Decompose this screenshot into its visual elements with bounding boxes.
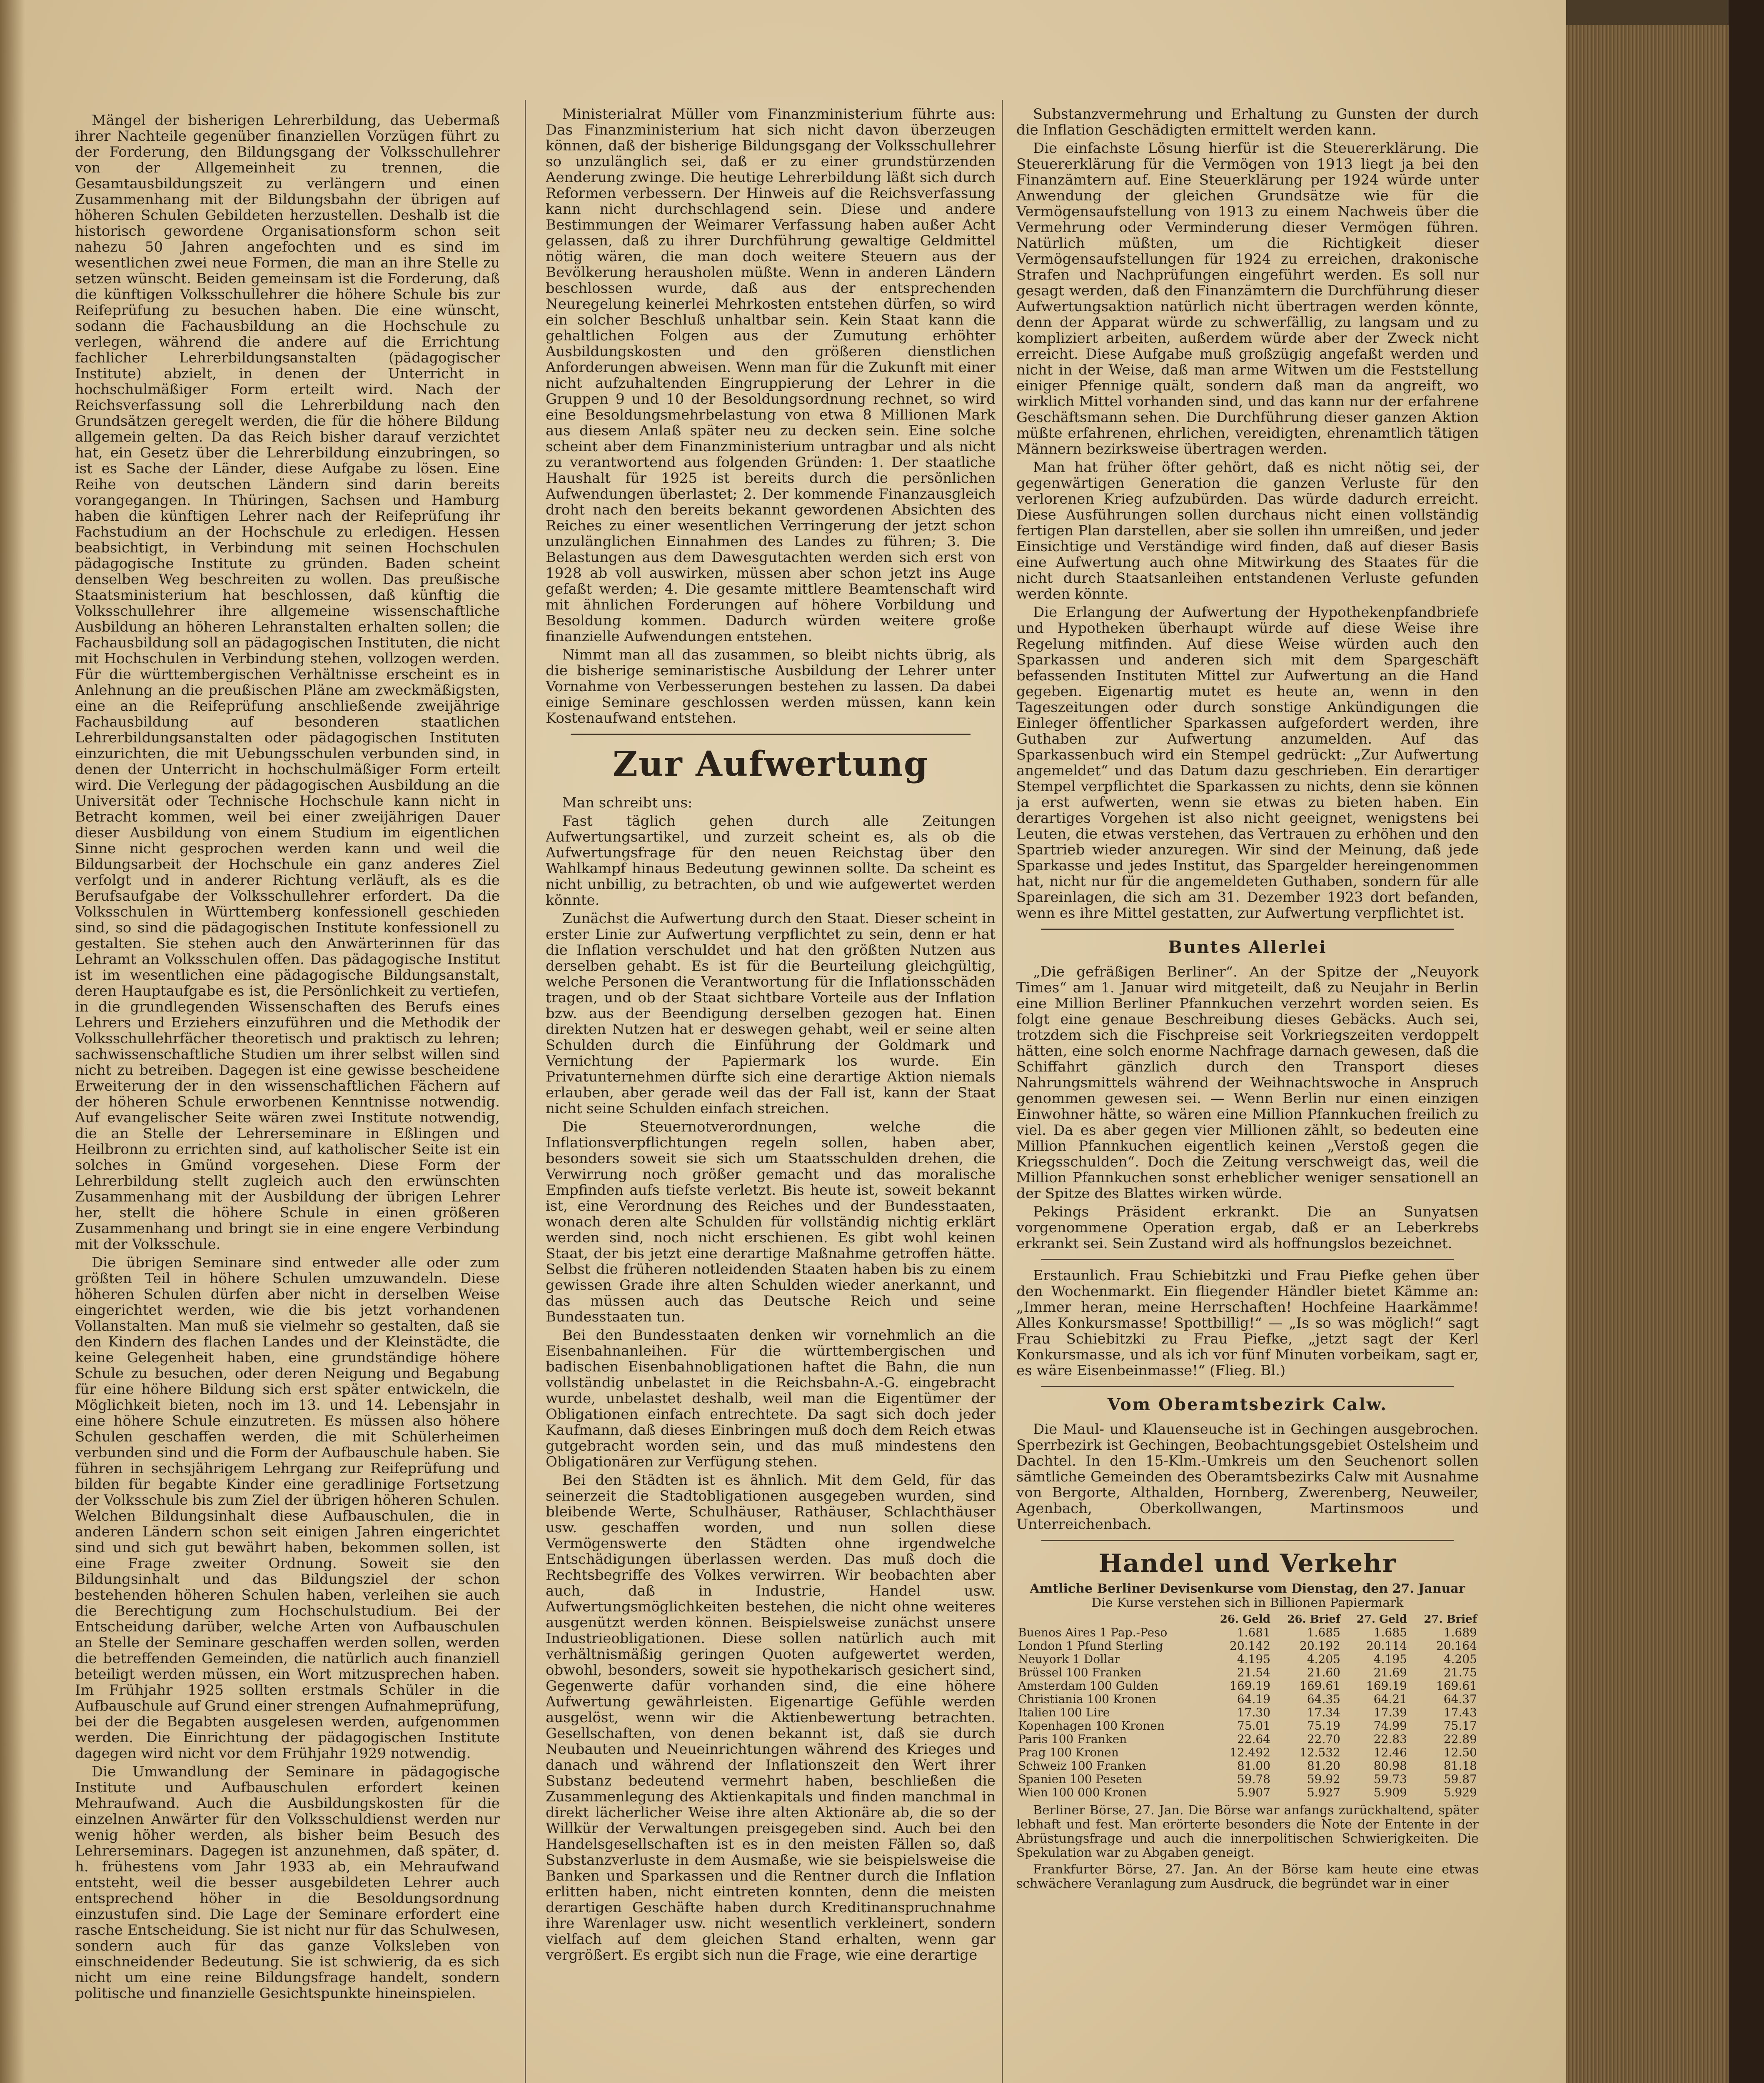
fx-rate-cell: 22.89 [1443, 1732, 1477, 1746]
fx-rate-cell: 59.87 [1443, 1772, 1477, 1786]
fx-currency-cell: Amsterdam 100 Gulden [1018, 1679, 1158, 1693]
fx-rate-cell: 4.195 [1373, 1652, 1407, 1666]
paragraph: Die Erlangung der Aufwertung der Hypothekenpfandbriefe und Hypotheken überhaupt würde auf diese Weise ihre Regelung mitfinden. Auf diese Weise würden auch den Sparkassen und anderen sich mit dem Spargeschäft befassenden Instituten Mittel zur Aufwertung an die Hand gegeben. Eigenartig mutet es heute an, wenn in den Tageszeitungen oder durch sonstige Ankündigungen die Einleger öffentlicher Sparkassen aufgefordert werden, ihre Guthaben zur Aufwertung anzumelden. Auf das Sparkassenbuch wird ein Stempel gedrückt: „Zur Aufwertung angemeldet“ und das Datum dazu geschrieben. Ein derartiger Stempel verpflichtet die Sparkassen zu nichts, denn sie können ja erst aufwerten, wenn sie etwas zu bieten haben. Ein derartiges Vorgehen ist also nicht geeignet, wenigstens bei Leuten, die etwas verstehen, das Vertrauen zu erhöhen und den Spartrieb wieder anzuregen. Wir sind der Meinung, daß jede Sparkasse und jedes Institut, das Spargelder hereingenommen hat, nicht nur für die angemeldeten Guthaben, sondern für alle Spareinlagen, die sich am 31. Dezember 1923 dort befanden, wenn es ihre Mittel gestatten, zur Aufwertung verpflichtet ist. [1016, 604, 1479, 922]
section-divider [1041, 929, 1454, 930]
fx-rate-cell: 12.532 [1300, 1746, 1340, 1759]
fx-rate-cell: 5.907 [1237, 1786, 1271, 1799]
fx-rate-cell: 75.01 [1237, 1719, 1271, 1733]
fx-rate-cell: 64.21 [1373, 1692, 1407, 1706]
fx-header-cell: 26. Brief [1287, 1613, 1340, 1626]
fx-table-subtitle: Die Kurse verstehen sich in Billionen Papiermark [1091, 1596, 1404, 1610]
column-aufwertung [546, 106, 996, 2083]
fx-header-cell: 27. Brief [1424, 1613, 1477, 1626]
fx-rate-cell: 74.99 [1373, 1719, 1407, 1733]
fx-rate-cell: 21.54 [1237, 1666, 1271, 1679]
section-divider [571, 734, 971, 735]
fx-table-title: Amtliche Berliner Devisenkurse vom Dienstag, den 27. Januar [1030, 1581, 1465, 1596]
fx-rate-cell: 1.685 [1307, 1626, 1340, 1639]
fx-rate-cell: 75.17 [1443, 1719, 1477, 1733]
paragraph: Die übrigen Seminare sind entweder alle oder zum größten Teil in höhere Schulen umzuwandeln. Diese höheren Schulen dürfen aber nicht in derselben Weise eingerichtet werden, wie die bis jetzt vorhandenen Vollanstalten. Man muß sie vielmehr so gestalten, daß sie den Kindern des flachen Landes und der Kleinstädte, die keine Gelegenheit haben, eine grundständige höhere Schule zu besuchen, oder deren Neigung und Begabung für eine höhere Bildung sich erst später entwickeln, die Möglichkeit bieten, noch im 13. und 14. Lebensjahr in eine höhere Schule einzutreten. Es müssen also höhere Schulen geschaffen werden, die mit Schülerheimen verbunden sind und die Form der Aufbauschule haben. Sie führen in sechsjährigem Lehrgang zur Reifeprüfung und bilden für begabte Kinder eine geradlinige Fortsetzung der Volksschule bis zum Ziel der übrigen höheren Schulen. Welchen Bildungsinhalt diese Aufbauschulen, die in anderen Ländern schon seit einigen Jahren eingerichtet sind und sich gut bewährt haben, bekommen sollen, ist eine Frage zweiter Ordnung. Soweit sie den Bildungsinhalt und das Bildungsziel der schon bestehenden höheren Schulen haben, verleihen sie auch die Berechtigung zum Hochschulstudium. Bei der Entscheidung darüber, welche Arten von Aufbauschulen an Stelle der Seminare geschaffen werden sollen, werden die betreffenden Gemeinden, die natürlich auch finanziell beteiligt werden müssen, ein Wort mitzusprechen haben. Im Frühjahr 1925 sollten erstmals Schüler in die Aufbauschule auf Grund einer strengen Aufnahmeprüfung, bei der die Begabten ausgelesen werden, aufgenommen werden. Die Einrichtung der pädagogischen Institute dagegen wird nicht vor dem Frühjahr 1929 notwendig. [75, 1254, 500, 1762]
fx-currency-cell: London 1 Pfund Sterling [1018, 1639, 1163, 1653]
fx-row [1016, 1786, 1479, 1799]
fx-currency-cell: Italien 100 Lire [1018, 1706, 1110, 1719]
fx-row [1016, 1653, 1479, 1666]
fx-row [1016, 1693, 1479, 1706]
section-divider [1041, 1540, 1454, 1541]
fx-row [1016, 1746, 1479, 1759]
column-lehrerbildung [75, 112, 500, 2083]
fx-rate-cell: 169.19 [1230, 1679, 1271, 1693]
fx-currency-cell: Brüssel 100 Franken [1018, 1666, 1142, 1679]
paragraph: Substanzvermehrung und Erhaltung zu Gunsten der durch die Inflation Geschädigten ermittelt werden kann. [1016, 106, 1479, 138]
fx-rate-cell: 12.50 [1443, 1746, 1477, 1759]
fx-rate-cell: 169.61 [1300, 1679, 1340, 1693]
fx-currency-cell: Wien 100 000 Kronen [1018, 1786, 1147, 1799]
paragraph: Bei den Städten ist es ähnlich. Mit dem Geld, für das seinerzeit die Stadtobligationen ausgegeben wurden, sind bleibende Werte, Schulhäuser, Rathäuser, Schlachthäuser usw. geschaffen worden, und nun sollen diese Vermögenswerte den Städten ohne irgendwelche Entschädigungen überlassen werden. Das muß doch die Rechtsbegriffe des Volkes verwirren. Wir beobachten aber auch, daß in Industrie, Handel usw. Aufwertungsmöglichkeiten bestehen, die nicht ohne weiteres ausgenützt werden können. Beispielsweise zunächst unsere Industrieobligationen. Diese sollen natürlich auch mit verhältnismäßig geringen Quoten aufgewertet werden, obwohl, besonders, soweit sie hypothekarisch gesichert sind, Gegenwerte dafür vorhanden sind, die eine höhere Aufwertung gewährleisten. Eigenartige Gefühle werden ausgelöst, wenn wir die Aktienbewertung betrachten. Gesellschaften, von denen bekannt ist, daß sie durch Neubauten und Neueinrichtungen während des Krieges und danach und während der Inflationszeit den Wert ihrer Substanz bedeutend vermehrt haben, beschließen die Zusammenlegung des Aktienkapitals und finden manchmal in direkt lächerlicher Weise ihre alten Aktionäre ab, die so der Willkür der Verwaltungen preisgegeben sind. Auch bei den Handelsgesellschaften ist es in den meisten Fällen so, daß Substanzverluste in dem Ausmaße, wie sie beispielsweise die Banken und Sparkassen und die Rentner durch die Inflation erlitten haben, nicht eintreten konnten, denn die meisten derartigen Geschäfte haben durch Kreditinanspruchnahme ihre Warenlager usw. nicht wesentlich verkleinert, sondern vielfach auf dem gleichen Stand erhalten, wenn gar vergrößert. Es ergibt sich nun die Frage, wie eine derartige [546, 1472, 996, 1963]
column-misc [1016, 106, 1479, 2083]
fx-rate-cell: 4.195 [1237, 1652, 1271, 1666]
fx-rate-cell: 17.34 [1307, 1706, 1340, 1719]
fx-rate-cell: 81.00 [1237, 1759, 1271, 1773]
fx-rate-cell: 20.192 [1300, 1639, 1340, 1653]
paragraph: Die Umwandlung der Seminare in pädagogische Institute und Aufbauschulen erfordert keinen Mehraufwand. Auch die Ausbildungskosten für die einzelnen Anwärter für den Volksschuldienst werden nur wenig höher werden, als bisher beim Besuch des Lehrerseminars. Dagegen ist anzunehmen, daß später, d. h. frühestens vom Jahr 1933 ab, ein Mehraufwand entsteht, weil die besser ausgebildeten Lehrer auch entsprechend höher in die Besoldungsordnung einzustufen sind. Die Lage der Seminare erfordert eine rasche Entscheidung. Sie ist nicht nur für das Schulwesen, sondern auch für das ganze Volksleben von einschneidender Bedeutung. Sie ist schwierig, da es sich nicht um eine reine Bildungsfrage handelt, sondern politische und finanzielle Gesichtspunkte hineinspielen. [75, 1763, 500, 2002]
section-heading-handel: Handel und Verkehr [1098, 1549, 1397, 1578]
fx-rate-cell: 17.30 [1237, 1706, 1271, 1719]
fx-header-cell: 26. Geld [1220, 1613, 1271, 1626]
paragraph: „Die gefräßigen Berliner“. An der Spitze der „Neuyork Times“ am 1. Januar wird mitgeteilt, daß zu Neujahr in Berlin eine Million Berliner Pfannkuchen verzehrt worden seien. Es folgt eine genaue Beschreibung dieses Gebäcks. Auch sei, trotzdem sich die Fischpreise seit Vorkriegszeiten verdoppelt hätten, eine solch enorme Nachfrage darnach gewesen, daß die Schiffahrt gänzlich durch den Transport dieses Nahrungsmittels während der Weihnachtswoche in Anspruch genommen gewesen sei. — Wenn Berlin nur einen einzigen Einwohner hätte, so wären eine Million Pfannkuchen freilich zu viel. Da es aber gegen vier Millionen zählt, so bedeuten eine Million Pfannkuchen eigentlich keinen „Verstoß gegen die Kriegsschulden“. Doch die Zeitung verschweigt das, weil die Million Pfannkuchen sonst erheblicher weniger sensationell an der Spitze des Blattes wirken würde. [1016, 964, 1479, 1202]
fx-header-cell [1016, 1613, 1205, 1626]
byline: Man schreibt uns: [562, 794, 693, 811]
fx-rate-cell: 81.20 [1307, 1759, 1340, 1773]
fx-rate-cell: 21.60 [1307, 1666, 1340, 1679]
fx-header-cell: 27. Geld [1356, 1613, 1407, 1626]
paragraph: Fast täglich gehen durch alle Zeitungen Aufwertungsartikel, und zurzeit scheint es, als ob die Aufwertungsfrage für den neuen Reichstag über den Wahlkampf hinaus Bedeutung gewinnen sollte. Da scheint es nicht unbillig, zu betrachten, ob und wie aufgewertet werden könnte. [546, 813, 996, 909]
binding-shadow [0, 0, 25, 2083]
fx-currency-cell: Paris 100 Franken [1018, 1732, 1127, 1746]
fx-rate-cell: 22.64 [1237, 1732, 1271, 1746]
column-rule-2 [1002, 100, 1003, 2083]
fx-rate-cell: 20.114 [1366, 1639, 1407, 1653]
fx-rate-cell: 20.164 [1436, 1639, 1477, 1653]
fx-currency-cell: Schweiz 100 Franken [1018, 1759, 1146, 1773]
fx-rate-cell: 17.39 [1373, 1706, 1407, 1719]
paragraph: Bei den Bundesstaaten denken wir vornehmlich an die Eisenbahnanleihen. Für die württembergischen und badischen Eisenbahnobligationen haftet die Bahn, die nun vollständig unbelastet in die Reichsbahn-A.-G. eingebracht wurde, unbelastet deshalb, weil man die Eigentümer der Obligationen einfach entrechtete. Da sagt sich doch jeder Kaufmann, daß dieses Einbringen muß doch dem Reich etwas gutgebracht worden sein, und das muß mindestens den Obligationären zur Verfügung stehen. [546, 1327, 996, 1470]
fx-rate-cell: 59.78 [1237, 1772, 1271, 1786]
fx-currency-cell: Kopenhagen 100 Kronen [1018, 1719, 1165, 1733]
paragraph: Nimmt man all das zusammen, so bleibt nichts übrig, als die bisherige seminaristische Ausbildung der Lehrer unter Vornahme von Verbesserungen bestehen zu lassen. Da dabei einige Seminare geschlossen werden müssen, kann kein Kostenaufwand entstehen. [546, 647, 996, 727]
paragraph: Die einfachste Lösung hierfür ist die Steuererklärung. Die Steuererklärung für die Vermögen von 1913 liegt ja bei den Finanzämtern auf. Eine Steuerklärung per 1924 würde unter Anwendung der gleichen Grundsätze wie für die Vermögensaufstellung von 1913 zu einem Nachweis über die Vermehrung oder Verminderung dieser Vermögen führen. Natürlich müßten, um die Richtigkeit dieser Vermögensaufstellungen für 1924 zu erreichen, drakonische Strafen und Nachprüfungen eingeführt werden. Es soll nur gesagt werden, daß den Finanzämtern die Durchführung dieser Aufwertungsaktion natürlich nicht übertragen werden könnte, denn der Apparat würde zu schwerfällig, zu langsam und zu kompliziert arbeiten, außerdem würde aber der Zweck nicht erreicht. Diese Aufgabe muß großzügig angefaßt werden und nicht in der Weise, daß man arme Witwen um die Feststellung einiger Pfennige quält, sondern daß man da angreift, wo wirklich Mittel vorhanden sind, und das kann nur der erfahrene Geschäftsmann sehen. Die Durchführung dieser ganzen Aktion müßte erfahrenen, ehrlichen, vereidigten, ehrenamtlich tätigen Männern bezirksweise übertragen werden. [1016, 140, 1479, 457]
fx-currency-cell: Spanien 100 Peseten [1018, 1772, 1142, 1786]
paragraph: Erstaunlich. Frau Schiebitzki und Frau Piefke gehen über den Wochenmarkt. Ein fliegender Händler bietet Kämme an: „Immer heran, meine Herrschaften! Hochfeine Haarkämme! Alles Konkursmasse! Spottbillig!“ — „Is so was möglich!“ sagt Frau Schiebitzki zu Frau Piefke, „jetzt sagt der Kerl Konkursmasse, und als ich vor fünf Minuten vorbeikam, sagt er, es wäre Eisenbeinmasse!“ (Flieg. Bl.) [1016, 1267, 1479, 1379]
section-heading-buntes: Buntes Allerlei [1168, 937, 1327, 957]
book-cover [1729, 0, 1764, 2083]
fx-rate-cell: 59.92 [1307, 1772, 1340, 1786]
fx-header-row [1016, 1613, 1479, 1626]
fx-currency-cell: Buenos Aires 1 Pap.-Peso [1018, 1626, 1168, 1639]
paragraph: Zunächst die Aufwertung durch den Staat. Dieser scheint in erster Linie zur Aufwertung verpflichtet zu sein, denn er hat die Inflation verschuldet und hat den größten Nutzen aus derselben gehabt. Es ist für die Beurteilung gleichgültig, welche Personen die Verantwortung für die Inflationsschäden tragen, und ob der Staat sichtbare Vorteile aus der Inflation bzw. aus der Beendigung derselben gezogen hat. Einen direkten Nutzen hat er deswegen gehabt, weil er seine alten Schulden durch die Einführung der Goldmark und Vernichtung der Papiermark los wurde. Ein Privatunternehmen dürfte sich eine derartige Aktion niemals erlauben, aber gerade weil das der Fall ist, kann der Staat nicht seine Schulden einfach streichen. [546, 910, 996, 1117]
fx-rate-cell: 64.37 [1443, 1692, 1477, 1706]
fx-rate-cell: 1.685 [1373, 1626, 1407, 1639]
fx-rate-cell: 64.35 [1307, 1692, 1340, 1706]
fx-table [1016, 1613, 1479, 1799]
section-heading-calw: Vom Oberamtsbezirk Calw. [1107, 1395, 1388, 1414]
fx-rate-cell: 169.61 [1436, 1679, 1477, 1693]
fx-rate-cell: 22.70 [1307, 1732, 1340, 1746]
fx-row [1016, 1719, 1479, 1733]
paragraph: Berliner Börse, 27. Jan. Die Börse war anfangs zurückhaltend, später lebhaft und fest. Man erörterte besonders die Note der Entente in der Abrüstungsfrage und auch die innerpolitischen Schwierigkeiten. Die Spekulation war zu Abgaben geneigt. [1016, 1803, 1479, 1860]
fx-row [1016, 1706, 1479, 1719]
paragraph: Man hat früher öfter gehört, daß es nicht nötig sei, der gegenwärtigen Generation die ganzen Verluste für den verlorenen Krieg aufzubürden. Das würde dadurch erreicht. Diese Ausführungen sollen durchaus nicht einen vollständig fertigen Plan darstellen, aber sie sollen ihn umreißen, und jeder Einsichtige und Verständige wird finden, daß auf dieser Basis eine Aufwertung auch ohne Mitwirkung des Staates für die nicht durch Staatsanleihen entstandenen Verluste gefunden werden könnte. [1016, 459, 1479, 602]
section-divider [1041, 1259, 1454, 1260]
fx-rate-cell: 1.681 [1237, 1626, 1271, 1639]
fx-row [1016, 1639, 1479, 1653]
book-top-edge [1566, 0, 1733, 25]
fx-currency-cell: Neuyork 1 Dollar [1018, 1652, 1120, 1666]
fx-rate-cell: 20.142 [1230, 1639, 1271, 1653]
section-divider [1041, 1386, 1454, 1387]
fx-table-body [1016, 1626, 1479, 1799]
column-rule-1 [525, 100, 526, 2083]
fx-rate-cell: 22.83 [1373, 1732, 1407, 1746]
fx-row [1016, 1666, 1479, 1679]
fx-rate-cell: 12.492 [1230, 1746, 1271, 1759]
fx-row [1016, 1679, 1479, 1693]
paragraph: Die Maul- und Klauenseuche ist in Gechingen ausgebrochen. Sperrbezirk ist Gechingen, Beobachtungsgebiet Ostelsheim und Dachtel. In den 15-Klm.-Umkreis um den Seuchenort sollen sämtliche Gemeinden des Oberamtsbezirks Calw mit Ausnahme von Bergorte, Althalden, Hornberg, Zwerenberg, Neuweiler, Agenbach, Oberkollwangen, Martinsmoos und Unterreichenbach. [1016, 1421, 1479, 1533]
fx-currency-cell: Prag 100 Kronen [1018, 1746, 1119, 1759]
paragraph: Pekings Präsident erkrankt. Die an Sunyatsen vorgenommene Operation ergab, daß er an Leberkrebs erkrankt sei. Sein Zustand wird als hoffnungslos bezeichnet. [1016, 1204, 1479, 1252]
paragraph: Die Steuernotverordnungen, welche die Inflationsverpflichtungen regeln sollen, haben aber, besonders soweit sie sich um Staatsschulden drehen, die Verwirrung noch größer gemacht und das moralische Empfinden aufs tiefste verletzt. Bis heute ist, soweit bekannt ist, eine Verordnung des Reiches und der Bundesstaaten, wonach deren alte Schulden für vollständig nichtig erklärt werden sind, noch nicht erschienen. Es gibt wohl keinen Staat, der bis jetzt eine derartige Maßnahme getroffen hätte. Selbst die früheren notleidenden Staaten haben bis zu einem gewissen Grade ihre alten Schulden wieder anerkannt, und das müssen auch das Deutsche Reich und seine Bundesstaaten tun. [546, 1119, 996, 1325]
fx-rate-cell: 4.205 [1307, 1652, 1340, 1666]
fx-rate-cell: 80.98 [1373, 1759, 1407, 1773]
fx-rate-cell: 81.18 [1443, 1759, 1477, 1773]
fx-rate-cell: 59.73 [1373, 1772, 1407, 1786]
fx-rate-cell: 4.205 [1443, 1652, 1477, 1666]
fx-rate-cell: 1.689 [1443, 1626, 1477, 1639]
paragraph: Ministerialrat Müller vom Finanzministerium führte aus: Das Finanzministerium hat sich nicht davon überzeugen können, daß der bisherige Bildungsgang der Volksschullehrer so unzulänglich sei, daß er zu einer grundstürzenden Aenderung zwinge. Die heutige Lehrerbildung läßt sich durch Reformen verbessern. Der Hinweis auf die Reichsverfassung kann nicht durchschlagend sein. Diese und andere Bestimmungen der Weimarer Verfassung haben außer Acht gelassen, daß zu ihrer Durchführung gewaltige Geldmittel nötig wären, die man doch weitere Steuern aus der Bevölkerung herausholen müßte. Wenn in anderen Ländern beschlossen wurde, daß aus der entsprechenden Neuregelung keinerlei Mehrkosten entstehen dürfen, so wird ein solcher Beschluß unhaltbar sein. Kein Staat kann die gehaltlichen Folgen aus der Zumutung erhöhter Ausbildungskosten und den größeren dienstlichen Anforderungen abweisen. Wenn man für die Zukunft mit einer nicht aufzuhaltenden Eingruppierung der Lehrer in die Gruppen 9 und 10 der Besoldungsordnung rechnet, so wird eine Besoldungsmehrbelastung von etwa 8 Millionen Mark aus diesem Anlaß später neu zu decken sein. Eine solche scheint aber dem Finanzministerium untragbar und als nicht zu verantwortend aus folgenden Gründen: 1. Der staatliche Haushalt für 1925 ist bereits durch die persönlichen Aufwendungen überlastet; 2. Der kommende Finanzausgleich droht nach den bereits bekannt gewordenen Absichten des Reiches zu einer wesentlichen Verringerung der jetzt schon unzulänglichen Einnahmen des Landes zu führen; 3. Die Belastungen aus dem Dawesgutachten werden sich erst von 1928 ab voll auswirken, müssen aber schon jetzt ins Auge gefaßt werden; 4. Die gesamte mittlere Beamtenschaft wird mit ähnlichen Forderungen auf höhere Vorbildung und Besoldung kommen. Dadurch würden weitere große finanzielle Aufwendungen entstehen. [546, 106, 996, 645]
fx-rate-cell: 12.46 [1373, 1746, 1407, 1759]
fx-rate-cell: 21.75 [1443, 1666, 1477, 1679]
fx-rate-cell: 21.69 [1373, 1666, 1407, 1679]
fx-currency-cell: Christiania 100 Kronen [1018, 1692, 1156, 1706]
fx-row [1016, 1759, 1479, 1773]
paragraph: Frankfurter Börse, 27. Jan. An der Börse kam heute eine etwas schwächere Veranlagung zum Ausdruck, die begründet war in einer [1016, 1862, 1479, 1891]
fx-rate-cell: 5.929 [1443, 1786, 1477, 1799]
fx-rate-cell: 5.909 [1373, 1786, 1407, 1799]
fx-rate-cell: 5.927 [1307, 1786, 1340, 1799]
fx-row [1016, 1733, 1479, 1746]
fx-row [1016, 1626, 1479, 1639]
fx-rate-cell: 64.19 [1237, 1692, 1271, 1706]
article-heading: Zur Aufwertung [612, 744, 929, 784]
fx-rate-cell: 169.19 [1366, 1679, 1407, 1693]
fx-rate-cell: 17.43 [1443, 1706, 1477, 1719]
paragraph: Mängel der bisherigen Lehrerbildung, das Uebermaß ihrer Nachteile gegenüber finanziellen Vorzügen führt zu der Forderung, den Bildungsgang der Volksschullehrer von der Allgemeinheit zu trennen, die Gesamtausbildungszeit zu verlängern und einen Zusammenhang mit der Bildungsbahn der übrigen auf höheren Schulen Gebildeten herzustellen. Deshalb ist die historisch gewordene Organisationsform schon seit nahezu 50 Jahren angefochten und es sind im wesentlichen zwei neue Formen, die man an ihre Stelle zu setzen wünscht. Beiden gemeinsam ist die Forderung, daß die künftigen Volksschullehrer die höhere Schule bis zur Reifeprüfung zu besuchen haben. Die eine wünscht, sodann die Fachausbildung an die Hochschule zu verlegen, während die andere auf die Errichtung fachlicher Lehrerbildungsanstalten (pädagogischer Institute) abzielt, in denen der Unterricht in hochschulmäßiger Form erteilt wird. Nach der Reichsverfassung soll die Lehrerbildung nach den Grundsätzen geregelt werden, die für die höhere Bildung allgemein gelten. Da das Reich bisher darauf verzichtet hat, ein Gesetz über die Lehrerbildung einzubringen, so ist es Sache der Länder, diese Aufgabe zu lösen. Eine Reihe von deutschen Ländern sind darin bereits vorangegangen. In Thüringen, Sachsen und Hamburg haben die künftigen Lehrer nach der Reifeprüfung ihr Fachstudium an der Hochschule zu erledigen. Hessen beabsichtigt, in Verbindung mit seinen Hochschulen pädagogische Institute zu gründen. Baden scheint denselben Weg beschreiten zu wollen. Das preußische Staatsministerium hat beschlossen, daß künftig die Volksschullehrer ihre allgemeine wissenschaftliche Ausbildung an höheren Lehranstalten erhalten sollen; die Fachausbildung soll an pädagogischen Instituten, die nicht mit Hochschulen in Verbindung stehen, vollzogen werden. Für die württembergischen Verhältnisse erscheint es in Anlehnung an die preußischen Pläne am zweckmäßigsten, eine an die Reifeprüfung anschließende zweijährige Fachausbildung auf besonderen staatlichen Lehrerbildungsanstalten oder pädagogischen Instituten einzurichten, die mit Uebungsschulen verbunden sind, in denen der Unterricht in hochschulmäßiger Form erteilt wird. Die Verlegung der pädagogischen Ausbildung an die Universität oder Technische Hochschule kann nicht in Betracht kommen, weil bei einer zweijährigen Dauer dieser Ausbildung von einem Studium im eigentlichen Sinne nicht gesprochen werden kann und weil die Bildungsarbeit der Hochschule ein ganz anderes Ziel verfolgt und in anderer Richtung verläuft, als es die Berufsaufgabe der Volksschullehrer erfordert. Da die Volksschulen in Württemberg konfessionell geschieden sind, so sind die pädagogischen Institute konfessionell zu gestalten. Sie stehen auch den Anwärterinnen für das Lehramt an Volksschulen offen. Das pädagogische Institut ist im wesentlichen eine pädagogische Bildungsanstalt, deren Hauptaufgabe es ist, die Persönlichkeit zu vertiefen, in die grundlegenden Wissenschaften des Berufs eines Lehrers und Erziehers einzuführen und die Methodik der Volksschullehrfächer theoretisch und praktisch zu lehren; sachwissenschaftliche Studien um ihrer selbst willen sind nicht zu betreiben. Dagegen ist eine gewisse bescheidene Erweiterung der in den wissenschaftlichen Fächern auf der höheren Schule erworbenen Kenntnisse notwendig. Auf evangelischer Seite wären zwei Institute notwendig, die an Stelle der Lehrerseminare in Eßlingen und Heilbronn zu errichten sind, auf katholischer Seite ist ein solches in Gmünd vorgesehen. Diese Form der Lehrerbildung stellt zugleich auch den erwünschten Zusammenhang mit der Ausbildung der übrigen Lehrer her, stellt die höhere Schule in einen größeren Zusammenhang und bringt sie in eine engere Verbindung mit der Volksschule. [75, 112, 500, 1253]
fx-row [1016, 1773, 1479, 1786]
fx-rate-cell: 75.19 [1307, 1719, 1340, 1733]
